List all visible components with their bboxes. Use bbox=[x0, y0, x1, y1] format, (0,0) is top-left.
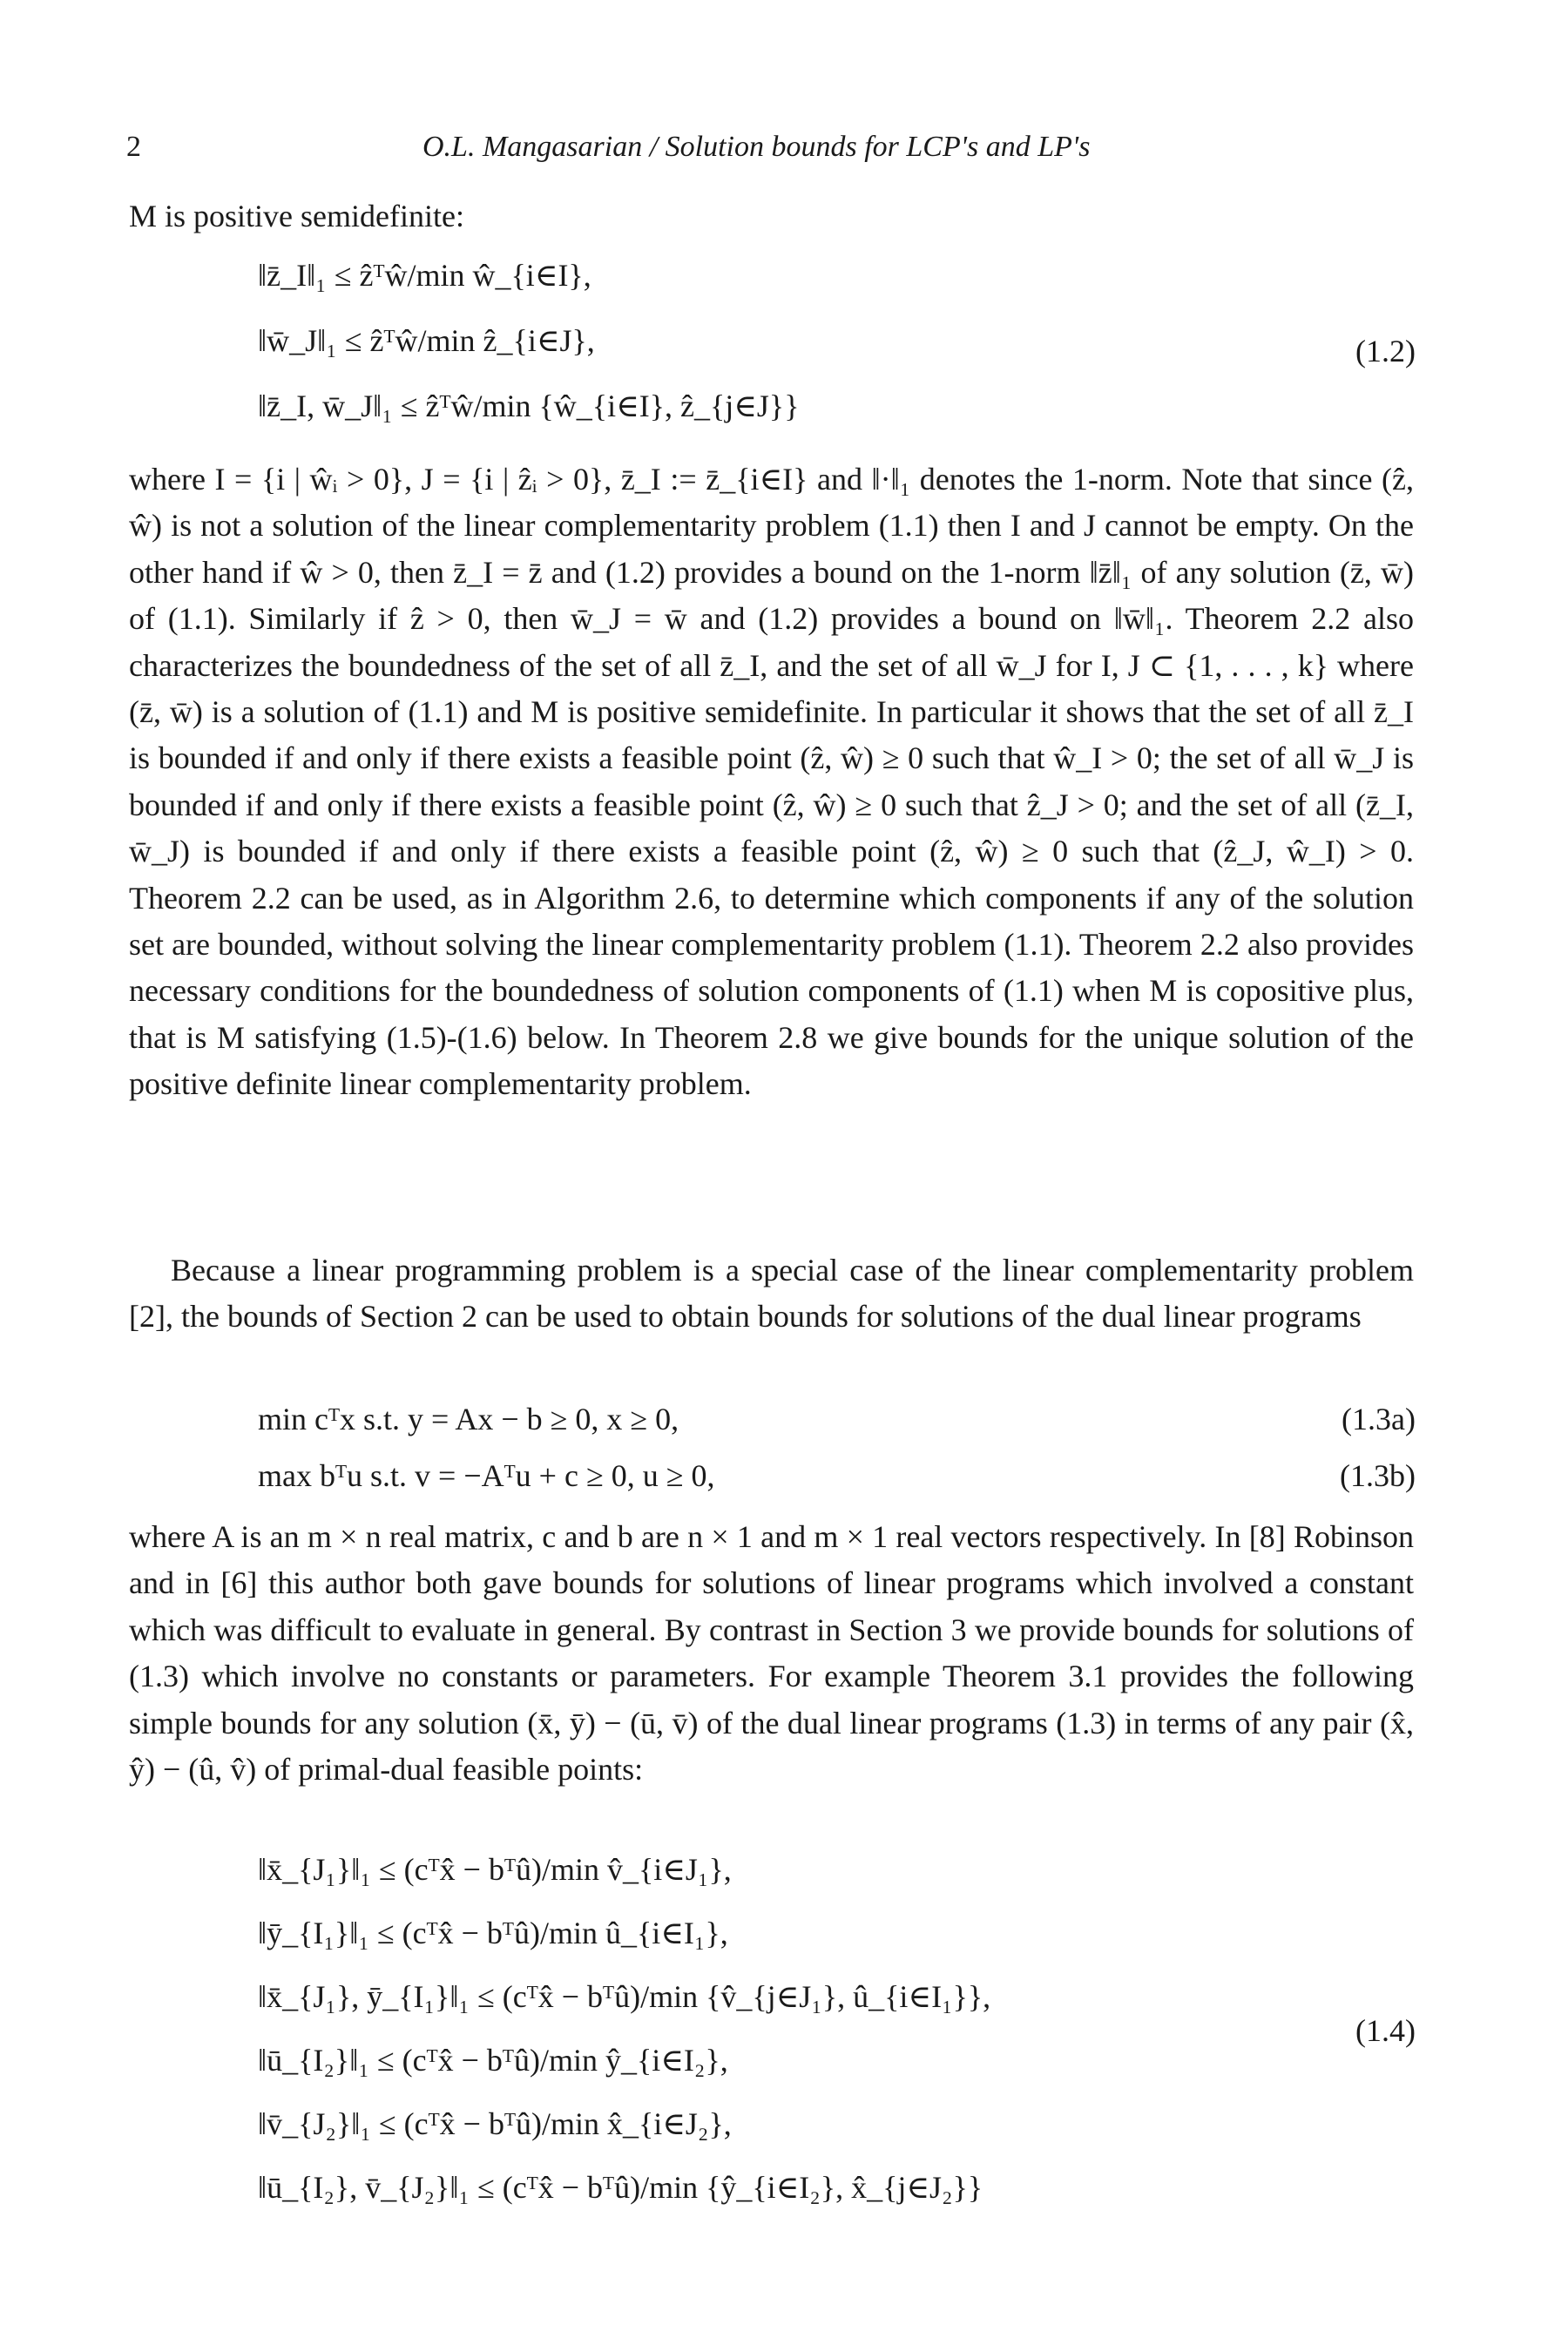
page-header bbox=[126, 131, 1433, 174]
equation-number-1-4: (1.4) bbox=[1355, 2013, 1416, 2048]
paragraph-1: where I = {i | ŵᵢ > 0}, J = {i | ẑᵢ > 0}, z̄_I := z̄_{i∈I} and ‖·‖₁ denotes the 1-norm. Note that since (ẑ, ŵ) is not a solution of the linear complementarity problem (1.1) then I and J cannot be empty. On the other hand if ŵ > 0, then z̄_I = z̄ and (1.2) provides a bound on the 1-norm ‖z̄‖₁ of any solution (z̄, w̄) of (1.1). Similarly if ẑ > 0, then w̄_J = w̄ and (1.2) provides a bound on ‖w̄‖₁. Theorem 2.2 also characterizes the boundedness of the set of all z̄_I, and the set of all w̄_J for I, J ⊂ {1, . . . , k} where (z̄, w̄) is a solution of (1.1) and M is positive semidefinite. In particular it shows that the set of all z̄_I is bounded if and only if there exists a feasible point (ẑ, ŵ) ≥ 0 such that ŵ_I > 0; the set of all w̄_J is bounded if and only if there exists a feasible point (ẑ, ŵ) ≥ 0 such that ẑ_J > 0; and the set of all (z̄_I, w̄_J) is bounded if and only if there exists a feasible point (ẑ, ŵ) ≥ 0 such that (ẑ_J, ŵ_I) > 0. Theorem 2.2 can be used, as in Algorithm 2.6, to determine which components if any of the solution set are bounded, without solving the linear complementarity problem (1.1). Theorem 2.2 also provides necessary conditions for the boundedness of solution components of (1.1) when M is copositive plus, that is M satisfying (1.5)-(1.6) below. In Theorem 2.8 we give bounds for the unique solution of the positive definite linear complementarity problem. bbox=[129, 462, 1414, 1102]
equation-1-2-line-1: ‖z̄_I‖₁ ≤ ẑᵀŵ/min ŵ_{i∈I}, bbox=[258, 258, 591, 293]
equation-1-4-line-6: ‖ū_{I₂}, v̄_{J₂}‖₁ ≤ (cᵀx̂ − bᵀû)/min {ŷ_{i∈I₂}, x̂_{j∈J₂}} bbox=[258, 2170, 983, 2205]
equation-1-4-line-2: ‖ȳ_{I₁}‖₁ ≤ (cᵀx̂ − bᵀû)/min û_{i∈I₁}, bbox=[258, 1916, 728, 1950]
equation-number-1-3b: (1.3b) bbox=[1340, 1458, 1416, 1493]
equation-number-1-3a: (1.3a) bbox=[1342, 1402, 1416, 1436]
intro-line: M is positive semidefinite: bbox=[129, 199, 464, 233]
page-number: 2 bbox=[126, 131, 141, 163]
paragraph-3: where A is an m × n real matrix, c and b are n × 1 and m × 1 real vectors respectively. In [8] Robinson and in [6] this author both gave bounds for solutions of linear programs which involved a constant which was difficult to evaluate in general. By contrast in Section 3 we provide bounds for solutions of (1.3) which involve no constants or parameters. For example Theorem 3.1 provides the following simple bounds for any solution (x̄, ȳ) − (ū, v̄) of the dual linear programs (1.3) in terms of any pair (x̂, ŷ) − (û, v̂) of primal-dual feasible points: bbox=[129, 1519, 1414, 1788]
running-title: O.L. Mangasarian / Solution bounds for LCP's and LP's bbox=[422, 131, 1091, 163]
paragraph-2: Because a linear programming problem is a special case of the linear complementarity problem [2], the bounds of Section 2 can be used to obtain bounds for solutions of the dual linear programs bbox=[129, 1253, 1414, 1335]
equation-1-2-line-2: ‖w̄_J‖₁ ≤ ẑᵀŵ/min ẑ_{i∈J}, bbox=[258, 323, 595, 358]
equation-1-2-line-3: ‖z̄_I, w̄_J‖₁ ≤ ẑᵀŵ/min {ŵ_{i∈I}, ẑ_{j∈J}} bbox=[258, 389, 800, 423]
equation-1-4-line-1: ‖x̄_{J₁}‖₁ ≤ (cᵀx̂ − bᵀû)/min v̂_{i∈J₁}, bbox=[258, 1852, 732, 1887]
equation-1-4-line-5: ‖v̄_{J₂}‖₁ ≤ (cᵀx̂ − bᵀû)/min x̂_{i∈J₂}, bbox=[258, 2106, 732, 2141]
equation-1-3b: max bᵀu s.t. v = −Aᵀu + c ≥ 0, u ≥ 0, bbox=[258, 1458, 715, 1493]
equation-1-4-line-3: ‖x̄_{J₁}, ȳ_{I₁}‖₁ ≤ (cᵀx̂ − bᵀû)/min {v̂_{j∈J₁}, û_{i∈I₁}}, bbox=[258, 1979, 991, 2014]
equation-number-1-2: (1.2) bbox=[1355, 334, 1416, 368]
equation-1-3a: min cᵀx s.t. y = Ax − b ≥ 0, x ≥ 0, bbox=[258, 1402, 679, 1436]
equation-1-4-line-4: ‖ū_{I₂}‖₁ ≤ (cᵀx̂ − bᵀû)/min ŷ_{i∈I₂}, bbox=[258, 2043, 728, 2078]
